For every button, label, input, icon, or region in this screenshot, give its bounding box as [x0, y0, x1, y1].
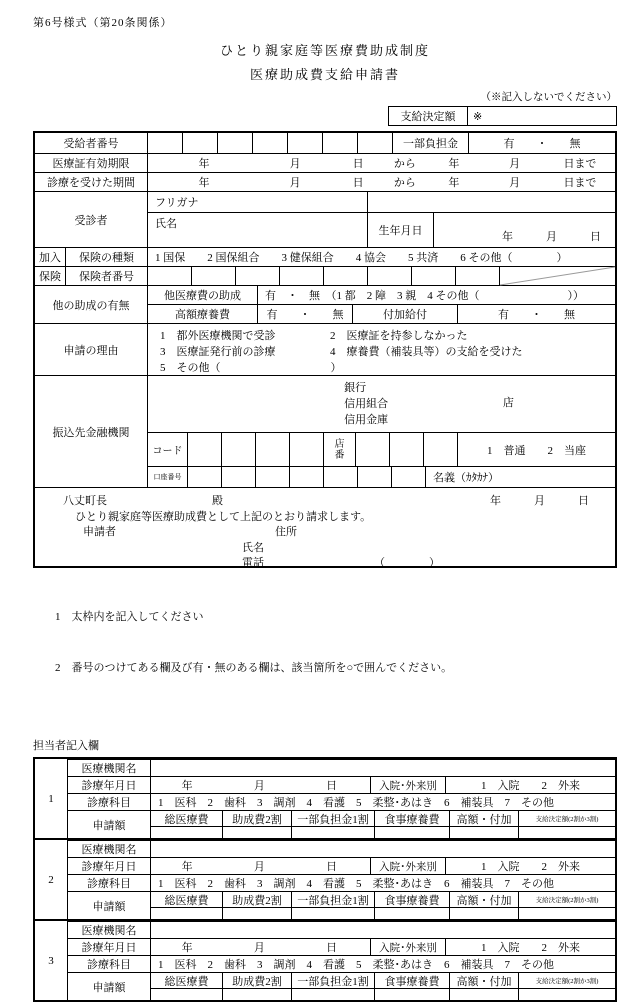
entry-box: [374, 827, 449, 838]
entry-box: [289, 467, 323, 487]
entry-box: [289, 433, 323, 466]
entry-box: [235, 267, 279, 285]
day-until-label: 日まで: [563, 177, 597, 189]
row-bank-info: [35, 375, 615, 487]
phone-label: 電話: [242, 557, 264, 569]
note-1: 1 太枠内を記入してください: [55, 611, 204, 623]
visit-date-entry: [150, 777, 370, 793]
entry-box: [455, 267, 499, 285]
bank-name-entry: [147, 376, 615, 432]
decision-amount-value: ※: [473, 110, 483, 123]
col-subsidy-20pct: 助成費2割: [222, 811, 291, 826]
entry-box: [391, 467, 425, 487]
address-label: 住所: [275, 526, 297, 538]
other-subsidy-label: 他の助成の有無: [52, 299, 130, 312]
category-options: 1 医科 2 歯科 3 調剤 4 看護 5 柔整･あはき 6 補装具 7 その他: [150, 794, 615, 810]
entry-box: [147, 133, 182, 153]
col-copay-10pct: 一部負担金1割: [291, 811, 374, 826]
entry-box: [411, 267, 455, 285]
entry-box: [222, 989, 291, 1000]
applicant-label: 申請者: [83, 526, 116, 538]
staff-block-number: 2: [48, 873, 54, 886]
entry-box: [150, 908, 222, 919]
institution-label: 医療機関名: [67, 841, 150, 857]
other-medical-subsidy-options: 有 ・ 無 （1 都 2 障 3 親 4 その他（ ））: [257, 286, 615, 304]
insurance-type-label: 保険の種類: [65, 248, 147, 266]
entry-box: [322, 133, 357, 153]
account-holder-label: 名義（ｶﾀｶﾅ）: [425, 467, 615, 487]
entry-box: [255, 467, 289, 487]
entry-box: [217, 133, 252, 153]
claim-statement: ひとり親家庭等医療助成費として上記のとおり請求します。: [75, 510, 372, 523]
entry-box: [182, 133, 217, 153]
decision-amount-box: [388, 106, 617, 126]
additional-benefit-label: 付加給付: [352, 305, 457, 323]
row-application-reason: [35, 323, 615, 375]
entry-box: [449, 827, 518, 838]
entry-box: [291, 908, 374, 919]
staff-block-number: 3: [48, 954, 54, 967]
entry-box: [323, 267, 367, 285]
entry-box: [518, 908, 615, 919]
entry-box: [355, 433, 389, 466]
bank-section-label: 振込先金融機関: [52, 426, 130, 439]
year-label: 年: [181, 942, 193, 954]
account-number-label: 口座番号: [147, 467, 187, 487]
validity-period-fields: [148, 155, 615, 171]
category-label: 診療科目: [67, 956, 150, 972]
month-label: 月: [289, 158, 301, 170]
category-label: 診療科目: [67, 794, 150, 810]
month-label: 月: [509, 177, 521, 189]
other-medical-subsidy-label: 他医療費の助成: [147, 286, 257, 304]
patient-label: 受診者: [74, 214, 108, 227]
entry-box: [191, 267, 235, 285]
recipient-number-label: 受給者番号: [63, 138, 119, 150]
bank-code-label: コード: [147, 433, 187, 466]
month-label: 月: [253, 780, 265, 792]
col-meal-care: 食事療養費: [374, 973, 449, 988]
account-type-options: 1 普通 2 当座: [457, 433, 615, 466]
bank-type-credit-union: 信用組合: [344, 398, 389, 410]
entry-box: [367, 267, 411, 285]
entry-box: [374, 908, 449, 919]
main-form-table: [33, 131, 617, 568]
from-label: から: [393, 158, 416, 170]
amount-label: 申請額: [67, 811, 150, 838]
col-high-additional: 高額・付加: [449, 892, 518, 907]
applicant-name-label: 氏名: [242, 541, 264, 554]
visit-date-entry: [150, 858, 370, 874]
application-reason-options: [147, 324, 615, 375]
col-high-additional: 高額・付加: [449, 811, 518, 826]
entry-box: [187, 433, 221, 466]
visit-date-label: 診療年月日: [67, 939, 150, 955]
high-cost-care-options: 有 ・ 無: [257, 305, 352, 323]
category-label: 診療科目: [67, 875, 150, 891]
insurance-col-top-label: 加入: [39, 252, 61, 264]
row-insurance-type: [35, 247, 615, 266]
entry-box: [150, 989, 222, 1000]
col-total-medical: 総医療費: [150, 811, 222, 826]
from-label: から: [393, 177, 416, 189]
staff-section-title: 担当者記入欄: [33, 740, 99, 752]
reason-option-5: 5 その他（: [160, 362, 221, 374]
year-label: 年: [181, 861, 193, 873]
inpatient-outpatient-options: 1 入院 2 外来: [445, 858, 615, 874]
copayment-label: 一部負担金: [392, 133, 468, 153]
col-meal-care: 食事療養費: [374, 811, 449, 826]
entry-box: [291, 827, 374, 838]
high-cost-care-label: 高額療養費: [147, 305, 257, 323]
birthdate-entry: 年 月 日: [433, 213, 615, 247]
day-label: 日: [326, 861, 338, 873]
honorific-label: 殿: [212, 495, 223, 507]
day-label: 日: [352, 177, 364, 189]
col-total-medical: 総医療費: [150, 892, 222, 907]
visit-date-label: 診療年月日: [67, 858, 150, 874]
institution-entry: [150, 760, 615, 776]
inpatient-outpatient-options: 1 入院 2 外来: [445, 777, 615, 793]
entry-box: [255, 433, 289, 466]
row-validity-period: [35, 153, 615, 172]
staff-block-3: [33, 919, 617, 1002]
col-subsidy-20pct: 助成費2割: [222, 973, 291, 988]
entry-box: [449, 908, 518, 919]
bank-type-options: [344, 380, 388, 428]
entry-box: [252, 133, 287, 153]
reason-option-5-close: ）: [330, 362, 342, 374]
entry-box: [147, 267, 191, 285]
bank-type-bank: 銀行: [344, 382, 367, 394]
year-label: 年: [448, 177, 460, 189]
day-label: 日: [352, 158, 364, 170]
col-meal-care: 食事療養費: [374, 892, 449, 907]
inpatient-outpatient-options: 1 入院 2 外来: [445, 939, 615, 955]
entry-box: [449, 989, 518, 1000]
bank-type-shinkin: 信用金庫: [344, 414, 389, 426]
treatment-period-label: 診療を受けた期間: [47, 177, 135, 189]
col-decision-amount: 支給決定額(2割か3割): [518, 811, 615, 826]
year-label: 年: [198, 177, 210, 189]
treatment-period-fields: [148, 174, 615, 190]
reason-option-2: 2 医療証を持参しなかった: [330, 330, 468, 342]
entry-box: [374, 989, 449, 1000]
insurance-col-bottom-label: 保険: [39, 271, 61, 283]
category-options: 1 医科 2 歯科 3 調剤 4 看護 5 柔整･あはき 6 補装具 7 その他: [150, 956, 615, 972]
institution-label: 医療機関名: [67, 760, 150, 776]
reason-option-1: 1 都外医療機関で受診: [160, 330, 276, 342]
reason-option-3: 3 医療証発行前の診療: [160, 346, 276, 358]
col-total-medical: 総医療費: [150, 973, 222, 988]
staff-block-number: 1: [48, 792, 54, 805]
entry-box: [221, 433, 255, 466]
inpatient-outpatient-label: 入院･外来別: [370, 777, 445, 793]
declaration-block: [35, 488, 615, 569]
day-label: 日: [326, 942, 338, 954]
birthdate-label: 生年月日: [367, 213, 433, 247]
validity-label: 医療証有効期限: [52, 158, 130, 170]
entry-box: [423, 433, 457, 466]
day-label: 日: [326, 780, 338, 792]
inpatient-outpatient-label: 入院･外来別: [370, 939, 445, 955]
additional-benefit-options: 有 ・ 無: [457, 305, 615, 323]
col-copay-10pct: 一部負担金1割: [291, 892, 374, 907]
entry-box: [222, 827, 291, 838]
branch-number-label: 店番: [323, 433, 355, 466]
col-decision-amount: 支給決定額(2割か3割): [518, 892, 615, 907]
visit-date-entry: [150, 939, 370, 955]
mayor-label: 八丈町長: [63, 495, 107, 507]
furigana-label: フリガナ: [147, 192, 367, 212]
entry-box: [518, 989, 615, 1000]
name-label: 氏名: [147, 213, 367, 247]
month-label: 月: [253, 942, 265, 954]
entry-box: [357, 133, 392, 153]
entry-box: [323, 467, 357, 487]
entry-box: [221, 467, 255, 487]
month-label: 月: [253, 861, 265, 873]
entry-box: [518, 827, 615, 838]
institution-entry: [150, 922, 615, 938]
row-treatment-period: [35, 172, 615, 191]
row-recipient-number: [35, 133, 615, 153]
unused-cell: [499, 267, 615, 285]
copayment-options: 有 ・ 無: [468, 133, 615, 153]
col-high-additional: 高額・付加: [449, 973, 518, 988]
staff-block-1: [33, 757, 617, 840]
decision-amount-label: 支給決定額: [389, 107, 468, 125]
form-title-line2: 医療助成費支給申請書: [249, 67, 400, 82]
form-number: 第6号様式（第20条関係）: [33, 17, 173, 29]
declaration-date-fields: 年 月 日: [490, 495, 589, 507]
entry-box: [389, 433, 423, 466]
form-notes: [55, 575, 617, 711]
entry-box: [222, 908, 291, 919]
month-label: 月: [289, 177, 301, 189]
row-patient: [35, 191, 615, 247]
visit-date-label: 診療年月日: [67, 777, 150, 793]
form-title-line1: ひとり親家庭等医療費助成制度: [219, 43, 430, 58]
year-label: 年: [198, 158, 210, 170]
application-reason-label: 申請の理由: [63, 344, 119, 357]
row-declaration: [35, 487, 615, 569]
year-label: 年: [448, 158, 460, 170]
entry-box: [150, 827, 222, 838]
col-decision-amount: 支給決定額(2割か3割): [518, 973, 615, 988]
institution-label: 医療機関名: [67, 922, 150, 938]
day-until-label: 日まで: [563, 158, 597, 170]
insurer-number-label: 保険者番号: [65, 267, 147, 285]
year-label: 年: [181, 780, 193, 792]
entry-box: [279, 267, 323, 285]
amount-label: 申請額: [67, 892, 150, 919]
note-2: 2 番号のつけてある欄及び有・無のある欄は、該当箇所を○で囲んでください。: [55, 662, 453, 674]
row-insurer-number: [35, 266, 615, 285]
entry-box: [357, 467, 391, 487]
staff-block-2: [33, 838, 617, 921]
category-options: 1 医科 2 歯科 3 調剤 4 看護 5 柔整･あはき 6 補装具 7 その他: [150, 875, 615, 891]
col-subsidy-20pct: 助成費2割: [222, 892, 291, 907]
inpatient-outpatient-label: 入院･外来別: [370, 858, 445, 874]
institution-entry: [150, 841, 615, 857]
entry-box: [291, 989, 374, 1000]
amount-label: 申請額: [67, 973, 150, 1000]
month-label: 月: [509, 158, 521, 170]
diagonal-line: [500, 267, 615, 285]
insurance-type-options: 1 国保 2 国保組合 3 健保組合 4 協会 5 共済 6 その他（ ）: [147, 248, 615, 266]
no-entry-note: （※記入しないでください）: [480, 92, 617, 103]
reason-option-4: 4 療養費（補装具等）の支給を受けた: [330, 346, 523, 358]
entry-box: [287, 133, 322, 153]
furigana-entry: [367, 192, 615, 212]
branch-suffix-label: 店: [502, 397, 514, 409]
entry-box: [187, 467, 221, 487]
phone-parens: （ ）: [374, 557, 440, 569]
row-other-subsidy: [35, 285, 615, 323]
col-copay-10pct: 一部負担金1割: [291, 973, 374, 988]
